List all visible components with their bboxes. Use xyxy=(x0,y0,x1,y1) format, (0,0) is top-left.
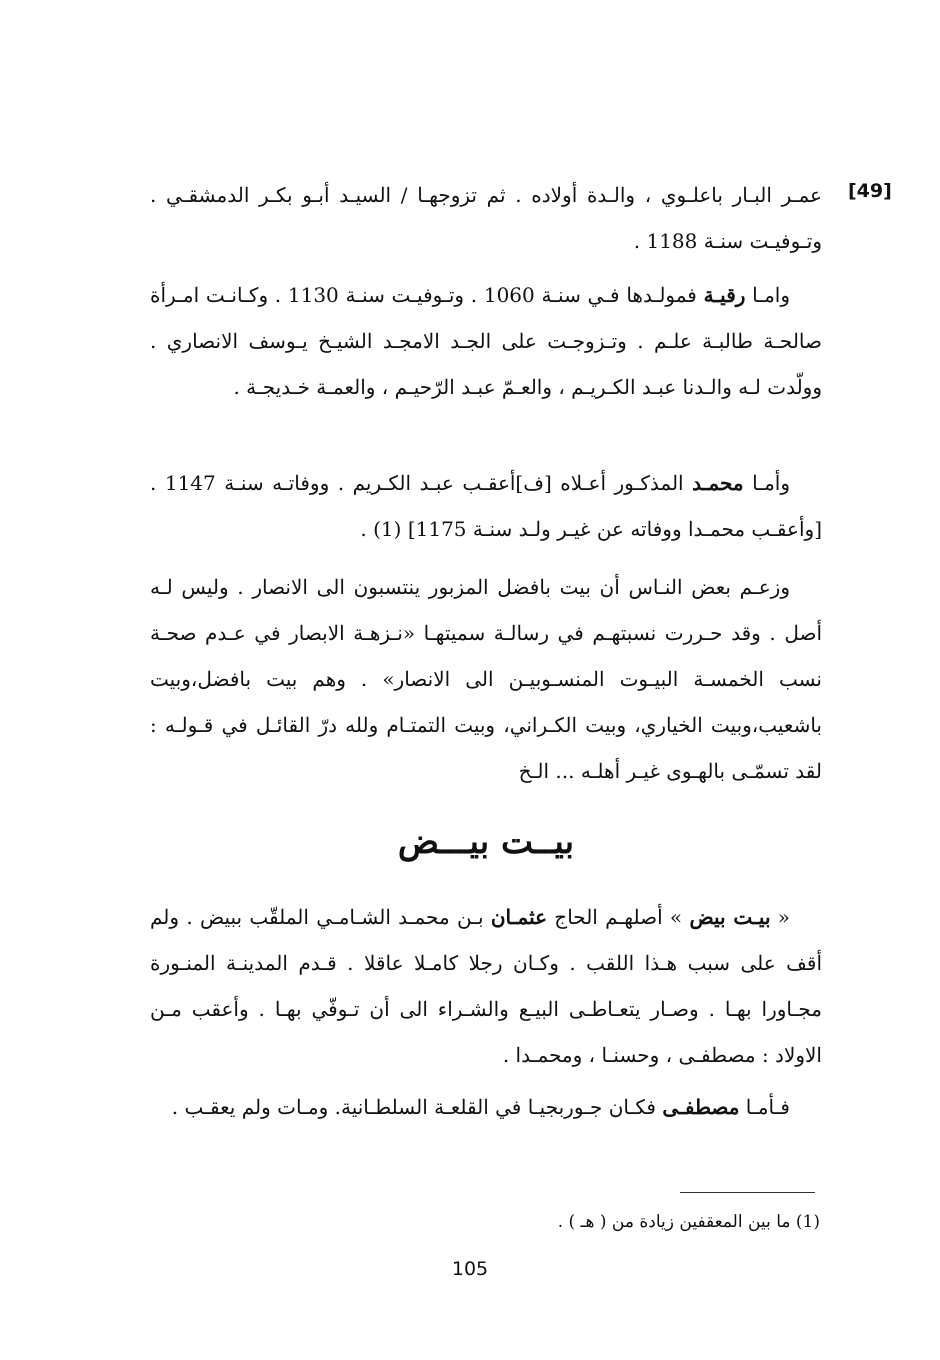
paragraph-2-text xyxy=(150,272,822,410)
paragraph-2-body: فمولـدها فـي سنـة 1060 . وتـوفيـت سنـة 1130 . وكـانـت امـرأة صالحـة طالبـة علـم . وتـزوجـت على الجـد الامجـد الشيـخ يـوسف الانصاري . وولّدت لـه والـدنا عبـد الكـريـم ، والعـمّ عبـد الرّحيـم ، والعمـة خـديجـة . xyxy=(150,283,822,399)
paragraph-5-mid: » أصلهـم الحاج xyxy=(547,905,690,929)
name-muhammad: محمـد xyxy=(692,471,744,495)
paragraph-2 xyxy=(150,272,822,410)
paragraph-4 xyxy=(150,564,822,794)
paragraph-5 xyxy=(150,894,822,1078)
paragraph-3-body: المذكـور أعـلاه [ف]أعقـب عبـد الكـريم . ووفاتـه سنـة 1147 . [وأعقـب محمـدا ووفاته عن غيـر ولـد سنـة 1175] (1) . xyxy=(150,471,822,541)
paragraph-6 xyxy=(150,1084,822,1130)
page-reference: [49] xyxy=(848,180,892,202)
family-name: بيـت بيض xyxy=(689,905,771,929)
section-title: بيــت بيـــض xyxy=(397,822,575,862)
paragraph-3-lead: وأمـا xyxy=(743,471,790,495)
name-uthman: عثمـان xyxy=(490,905,548,929)
name-mustafa: مصطفـى xyxy=(662,1095,740,1119)
paragraph-6-lead: فـأمـا xyxy=(739,1095,790,1119)
page-number: 105 xyxy=(451,1258,489,1280)
paragraph-1 xyxy=(150,172,822,264)
paragraph-2-lead: وامـا xyxy=(745,283,791,307)
name-ruqayya: رقيـة xyxy=(703,283,746,307)
footnote: (1) ما بين المعقفين زيادة من ( هـ ) . xyxy=(557,1212,820,1232)
paragraph-6-body: فكـان جـوربجيـا في القلعـة السلطـانية. ومـات ولم يعقـب . xyxy=(171,1095,663,1119)
footnote-divider xyxy=(680,1192,815,1193)
paragraph-3-text xyxy=(150,460,822,552)
paragraph-4-text: وزعـم بعض النـاس أن بيت بافضل المزبور ينتسبون الى الانصار . وليس لـه أصل . وقد حـررت نسبتهـم في رسالـة سميتهـا «نـزهـة الابصار في عـدم صحـة نسب الخمسـة البيـوت المنسـوبيـن الى الانصار» . وهم بيت بافضل،وبيت باشعيب،وبيت الخياري، وبيت الكـراني، وبيت التمتـام ولله درّ القائـل في قـولـه : لقد تسمّـى بالهـوى غيـر أهلـه ... الـخ xyxy=(150,575,822,783)
paragraph-5-text xyxy=(150,894,822,1078)
paragraph-6-text xyxy=(150,1084,822,1130)
quote-open: « xyxy=(770,905,791,929)
paragraph-1-text: عمـر البـار باعلـوي ، والـدة أولاده . ثم تزوجهـا / السيـد أبـو بكـر الدمشقـي . وتـوفيـت سنـة 1188 . xyxy=(150,183,822,253)
paragraph-5-body: بـن محمـد الشـامـي الملقّب ببيض . ولم أقف على سبب هـذا اللقب . وكـان رجلا كامـلا عاقلا . قـدم المدينـة المنـورة مجـاورا بهـا . وصـار يتعـاطـى البيـع والشـراء الى أن تـوفّي بهـا . وأعقب مـن الاولاد : مصطفـى ، وحسنـا ، ومحمـدا . xyxy=(150,905,823,1067)
paragraph-3 xyxy=(150,460,822,552)
